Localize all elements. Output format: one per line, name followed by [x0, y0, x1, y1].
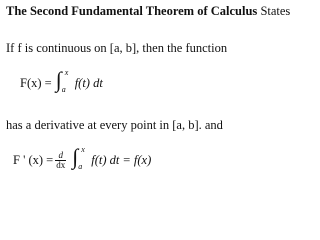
theorem-heading	[6, 4, 290, 19]
integral-sign: ∫ x a	[72, 144, 85, 171]
derivative-sentence: has a derivative at every point in [a, b]. and	[6, 118, 223, 132]
derivative-operator	[55, 151, 66, 170]
derivative-numerator: d	[58, 149, 63, 160]
equation1-integrand: f(t) dt	[74, 75, 103, 90]
derivative-equation	[13, 144, 152, 173]
integral-upper-limit: x	[81, 145, 85, 154]
integral-sign: ∫ x a	[55, 67, 69, 94]
function-definition-equation	[20, 67, 103, 96]
integral-upper-limit: x	[64, 68, 69, 77]
equation2-integrand: f(t) dt	[91, 152, 120, 167]
integral-lower-limit: a	[78, 162, 83, 171]
equation2-lhs: F ' (x) =	[13, 152, 54, 167]
derivative-denominator: dx	[56, 159, 66, 170]
integral-lower-limit: a	[61, 85, 66, 94]
equation1-lhs: F(x) =	[20, 75, 52, 90]
theorem-title-suffix: States	[257, 4, 291, 18]
equation2-rhs: = f(x)	[122, 152, 152, 167]
theorem-title: The Second Fundamental Theorem of Calculus	[6, 4, 258, 18]
continuity-sentence: If f is continuous on [a, b], then the function	[6, 41, 228, 55]
